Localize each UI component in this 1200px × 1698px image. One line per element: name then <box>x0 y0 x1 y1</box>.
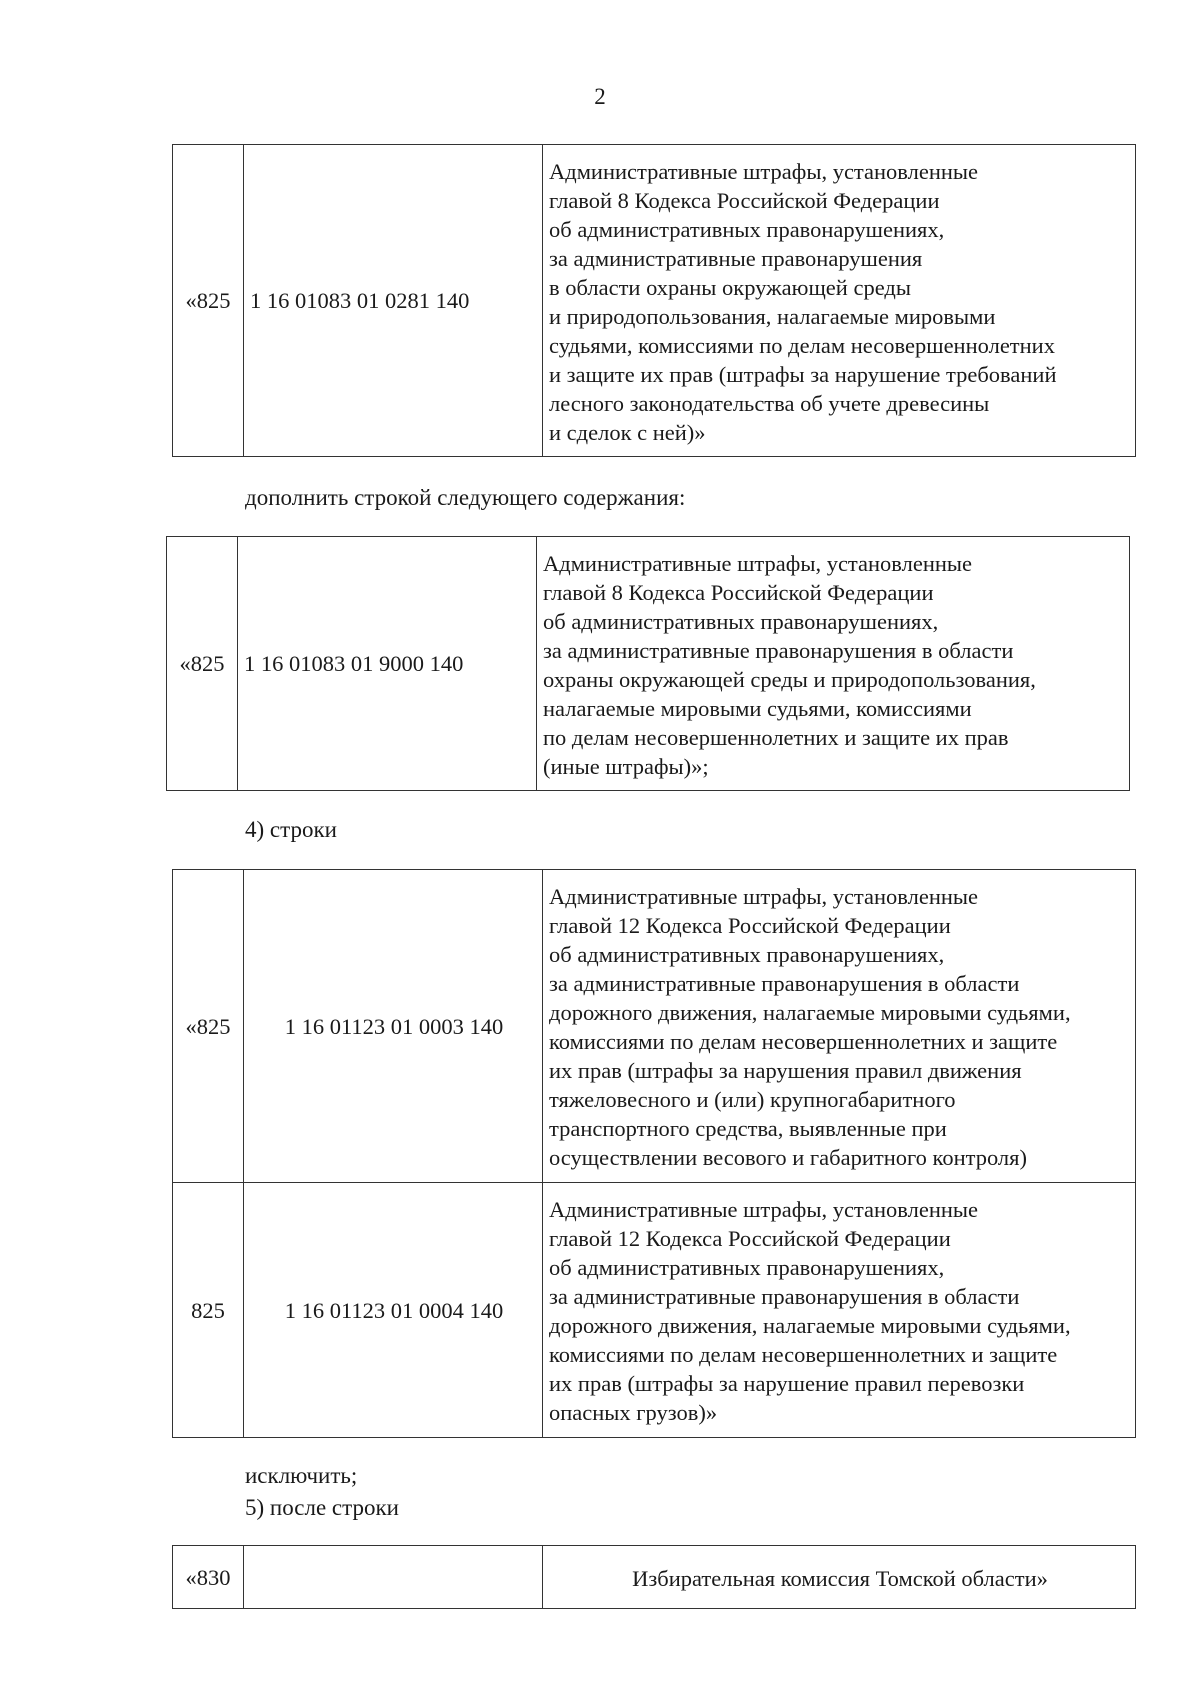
table-kbk-3 <box>172 869 1136 1438</box>
admin-code-cell: «825 <box>173 145 244 457</box>
admin-code-cell: «825 <box>167 537 238 791</box>
description-line: Административные штрафы, установленные <box>543 550 973 576</box>
description-cell <box>543 1183 1136 1438</box>
description-line: охраны окружающей среды и природопользования, <box>543 666 1036 692</box>
table-kbk-2 <box>166 536 1130 791</box>
description-line: лесного законодательства об учете древесины <box>549 390 990 416</box>
admin-code-cell: «830 <box>173 1546 244 1609</box>
description-line: судьями, комиссиями по делам несовершеннолетних <box>549 332 1055 358</box>
page-number: 2 <box>594 84 606 109</box>
description-line: Административные штрафы, установленные <box>549 158 979 184</box>
description-line: дорожного движения, налагаемые мировыми судьями, <box>549 1000 1071 1025</box>
description-cell <box>543 145 1136 457</box>
description-line: за административные правонарушения в области <box>549 971 1020 996</box>
description-line: опасных грузов)» <box>549 1400 718 1425</box>
description-line: об административных правонарушениях, <box>549 942 945 967</box>
table-row <box>173 870 1136 1183</box>
kbk-code-cell <box>244 1546 543 1609</box>
description-line: и сделок с ней)» <box>549 419 706 445</box>
description-line: комиссиями по делам несовершеннолетних и защите <box>549 1029 1058 1054</box>
table-row <box>173 1183 1136 1438</box>
description-cell <box>537 537 1130 791</box>
table-kbk-4 <box>172 1545 1136 1609</box>
description-line: главой 8 Кодекса Российской Федерации <box>549 187 940 213</box>
description-line: об административных правонарушениях, <box>549 216 945 242</box>
kbk-code-cell: 1 16 01123 01 0004 140 <box>244 1183 543 1438</box>
table-row <box>173 145 1136 457</box>
description-line: и природопользования, налагаемые мировыми <box>549 303 996 329</box>
kbk-code-cell: 1 16 01083 01 0281 140 <box>244 145 543 457</box>
description-cell <box>543 870 1136 1183</box>
description-line: за административные правонарушения в области <box>543 637 1014 663</box>
description-line: и защите их прав (штрафы за нарушение требований <box>549 361 1057 387</box>
paragraph-add-row: дополнить строкой следующего содержания: <box>245 485 686 510</box>
description-line: транспортного средства, выявленные при <box>549 1116 947 1141</box>
kbk-code-cell: 1 16 01083 01 9000 140 <box>238 537 537 791</box>
admin-code-cell: «825 <box>173 870 244 1183</box>
description-cell: Избирательная комиссия Томской области» <box>543 1546 1136 1609</box>
description-line: дорожного движения, налагаемые мировыми судьями, <box>549 1313 1071 1338</box>
description-line: об административных правонарушениях, <box>549 1255 945 1280</box>
paragraph-rows-4: 4) строки <box>245 817 337 842</box>
description-line: главой 12 Кодекса Российской Федерации <box>549 913 951 938</box>
description-line: главой 12 Кодекса Российской Федерации <box>549 1226 951 1251</box>
description-line: в области охраны окружающей среды <box>549 274 911 300</box>
table-row <box>173 1546 1136 1609</box>
description-line: Административные штрафы, установленные <box>549 884 979 909</box>
description-line: за административные правонарушения в области <box>549 1284 1020 1309</box>
description-line: (иные штрафы)»; <box>543 753 709 779</box>
description-line: главой 8 Кодекса Российской Федерации <box>543 579 934 605</box>
table-row <box>167 537 1130 791</box>
description-line: их прав (штрафы за нарушение правил перевозки <box>549 1371 1025 1396</box>
description-line: налагаемые мировыми судьями, комиссиями <box>543 695 972 721</box>
admin-code-cell: 825 <box>173 1183 244 1438</box>
description-line: Административные штрафы, установленные <box>549 1197 979 1222</box>
paragraph-exclude: исключить; <box>245 1463 358 1488</box>
table-kbk-1 <box>172 144 1136 457</box>
paragraph-after-row-5: 5) после строки <box>245 1495 399 1520</box>
description-line: за административные правонарушения <box>549 245 923 271</box>
description-line: осуществлении весового и габаритного контроля) <box>549 1145 1028 1170</box>
description-line: об административных правонарушениях, <box>543 608 939 634</box>
description-line: их прав (штрафы за нарушения правил движения <box>549 1058 1022 1083</box>
kbk-code-cell: 1 16 01123 01 0003 140 <box>244 870 543 1183</box>
description-line: по делам несовершеннолетних и защите их прав <box>543 724 1009 750</box>
description-line: комиссиями по делам несовершеннолетних и защите <box>549 1342 1058 1367</box>
description-line: тяжеловесного и (или) крупногабаритного <box>549 1087 956 1112</box>
